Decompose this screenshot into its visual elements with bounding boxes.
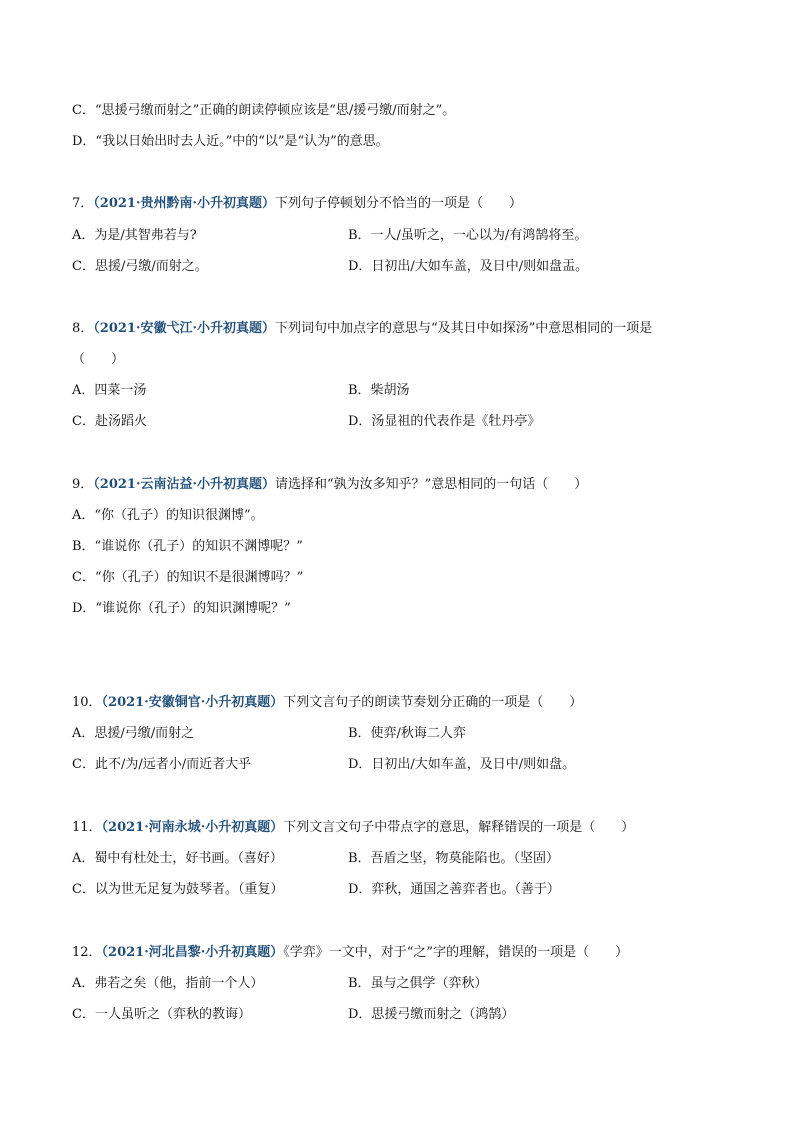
question-8-stem-continued: （ ） (72, 352, 125, 367)
question-8-header (72, 319, 652, 339)
question-source: （2021·河北昌黎·小升初真题） (101, 945, 284, 960)
option-b: B．柴胡汤 (348, 383, 410, 398)
option-d: D．汤显祖的代表作是《牡丹亭》 (348, 414, 541, 429)
question-number: 8． (72, 321, 94, 336)
option-a: A．为是/其智弗若与? (72, 228, 197, 243)
question-number: 10． (72, 695, 102, 710)
option-d: D．弈秋，通国之善弈者也。（善于） (348, 882, 560, 897)
option-a: A．四菜一汤 (72, 383, 147, 398)
option-d: D．日初出/大如车盖，及日中/则如盘盂。 (348, 259, 589, 274)
option-c: C．一人虽听之（弈秋的教诲） (72, 1007, 251, 1022)
question-stem: 下列文言文句子中带点字的意思，解释错误的一项是（ ） (283, 820, 635, 835)
question-number: 11． (72, 820, 102, 835)
option-a: A．蜀中有杜处士，好书画。（喜好） (72, 851, 283, 866)
question-stem: 请选择和“孰为汝多知乎？”意思相同的一句话（ ） (275, 477, 588, 492)
option-d: D．思援弓缴而射之（鸿鹄） (348, 1007, 515, 1022)
question-7-header (72, 194, 522, 214)
option-c: C．思援/弓缴/而射之。 (72, 259, 208, 274)
option-a: A．弗若之矣（他，指前一个人） (72, 976, 264, 991)
question-stem: 下列文言句子的朗读节奏划分正确的一项是（ ） (283, 695, 583, 710)
question-10-header (72, 693, 582, 713)
question-stem: 下列句子停顿划分不恰当的一项是（ ） (275, 196, 523, 211)
option-b: B．虽与之俱学（弈秋） (348, 976, 488, 991)
prev-option-d: D．“我以日始出时去人近。”中的“以”是“认为”的意思。 (72, 134, 389, 149)
question-12-header (72, 943, 628, 963)
option-a: A．思援/弓缴/而射之 (72, 726, 195, 741)
question-stem: 《学弈》一文中，对于“之”字的理解，错误的一项是（ ） (283, 945, 629, 960)
question-11-header (72, 818, 634, 838)
question-source: （2021·贵州黔南·小升初真题） (93, 196, 276, 211)
question-source: （2021·安徽弋江·小升初真题） (93, 321, 276, 336)
option-b: B．一人/虽听之，一心以为/有鸿鹄将至。 (348, 228, 588, 243)
question-9-header (72, 475, 587, 495)
option-b: B．“谁说你（孔子）的知识不渊博呢？” (72, 539, 303, 554)
prev-option-c: C．“思援弓缴而射之”正确的朗读停顿应该是“思/援弓缴/而射之”。 (72, 103, 456, 118)
question-stem: 下列词句中加点字的意思与“及其日中如探汤”中意思相同的一项是 (275, 321, 653, 336)
question-source: （2021·安徽铜官·小升初真题） (101, 695, 284, 710)
question-number: 7． (72, 196, 94, 211)
option-c: C．赴汤蹈火 (72, 414, 147, 429)
option-c: C．“你（孔子）的知识不是很渊博吗？” (72, 570, 304, 585)
question-number: 9． (72, 477, 94, 492)
question-source: （2021·云南沾益·小升初真题） (93, 477, 276, 492)
question-number: 12． (72, 945, 102, 960)
question-source: （2021·河南永城·小升初真题） (101, 820, 284, 835)
option-c: C．此不/为/远者小/而近者大乎 (72, 757, 252, 772)
option-d: D．日初出/大如车盖，及日中/则如盘。 (348, 757, 576, 772)
option-a: A．“你（孔子）的知识很渊博”。 (72, 508, 264, 523)
option-b: B．使弈/秋诲二人弈 (348, 726, 466, 741)
option-b: B．吾盾之坚，物莫能陷也。（坚固） (348, 851, 560, 866)
option-c: C．以为世无足复为鼓琴者。（重复） (72, 882, 284, 897)
option-d: D．“谁说你（孔子）的知识渊博呢？” (72, 601, 291, 616)
